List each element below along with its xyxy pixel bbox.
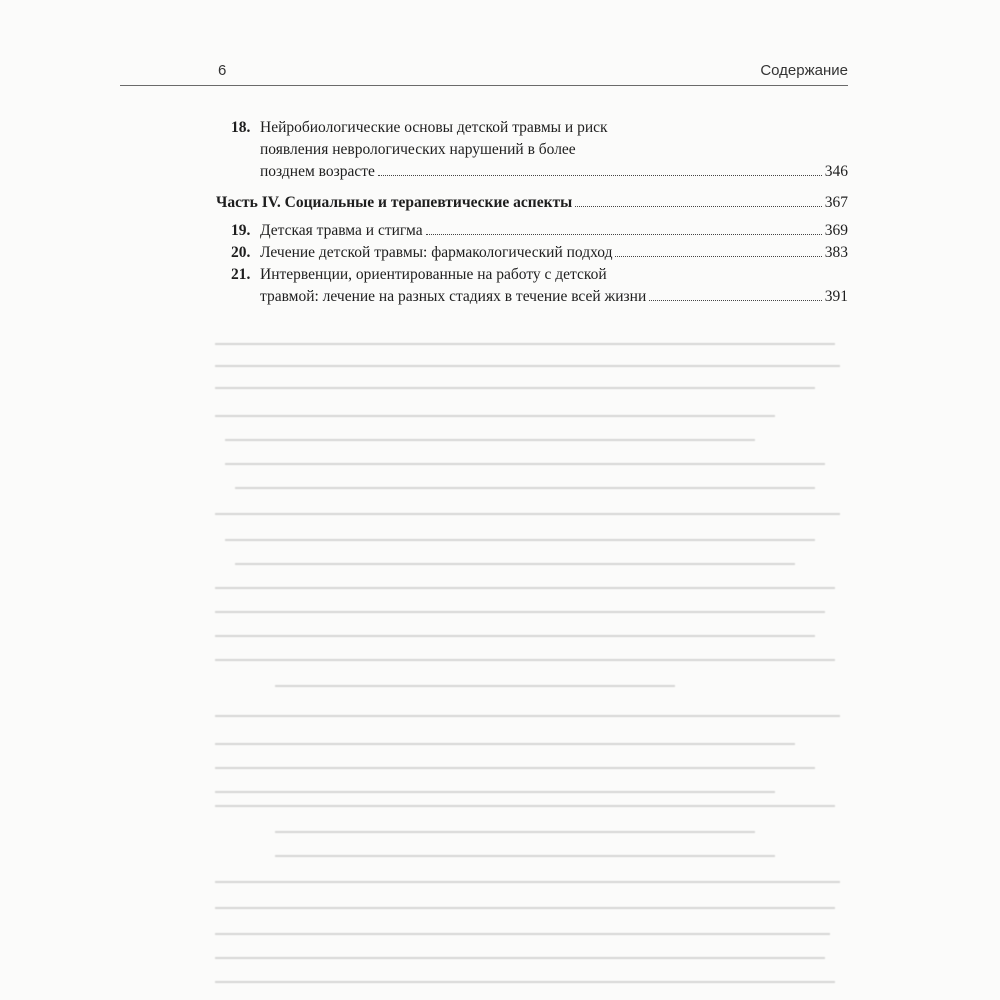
- leader-dots: [615, 256, 821, 257]
- toc-entry-21[interactable]: [216, 264, 848, 308]
- header-rule: [120, 85, 848, 86]
- header-title: Содержание: [760, 62, 848, 79]
- toc-part-4[interactable]: [216, 192, 848, 214]
- toc-entry-title-line: Нейробиологические основы детской травмы и риск: [260, 119, 608, 136]
- toc-page-number: 391: [824, 288, 848, 305]
- toc-page-number: 346: [824, 163, 848, 180]
- toc-entry-number: 19.: [231, 222, 251, 239]
- toc-entry-19[interactable]: [216, 220, 848, 242]
- toc-entry-20[interactable]: [216, 242, 848, 264]
- toc-entry-number: 18.: [231, 119, 251, 136]
- toc-entry-title-line: травмой: лечение на разных стадиях в течение всей жизни: [260, 288, 647, 305]
- leader-dots: [649, 300, 821, 301]
- toc-entry-title-line: появления неврологических нарушений в более: [260, 141, 576, 158]
- leader-dots: [575, 206, 822, 207]
- leader-dots: [426, 234, 822, 235]
- toc-page-number: 369: [824, 222, 848, 239]
- toc-entry-18[interactable]: [216, 117, 848, 183]
- toc-page-number: 367: [824, 194, 848, 211]
- toc-entry-number: 21.: [231, 266, 251, 283]
- toc-entry-title-line: Интервенции, ориентированные на работу с детской: [260, 266, 607, 283]
- toc-entry-title-line: позднем возрасте: [260, 163, 375, 180]
- header-page-number: 6: [218, 62, 227, 79]
- toc-entry-number: 20.: [231, 244, 251, 261]
- toc-part-title: Часть IV. Социальные и терапевтические аспекты: [216, 194, 573, 211]
- toc-entry-title: Лечение детской травмы: фармакологический подход: [260, 244, 613, 261]
- leader-dots: [378, 175, 822, 176]
- table-of-contents: [216, 117, 848, 308]
- toc-page-number: 383: [824, 244, 848, 261]
- show-through-texture: [215, 335, 855, 995]
- toc-entry-title: Детская травма и стигма: [260, 222, 423, 239]
